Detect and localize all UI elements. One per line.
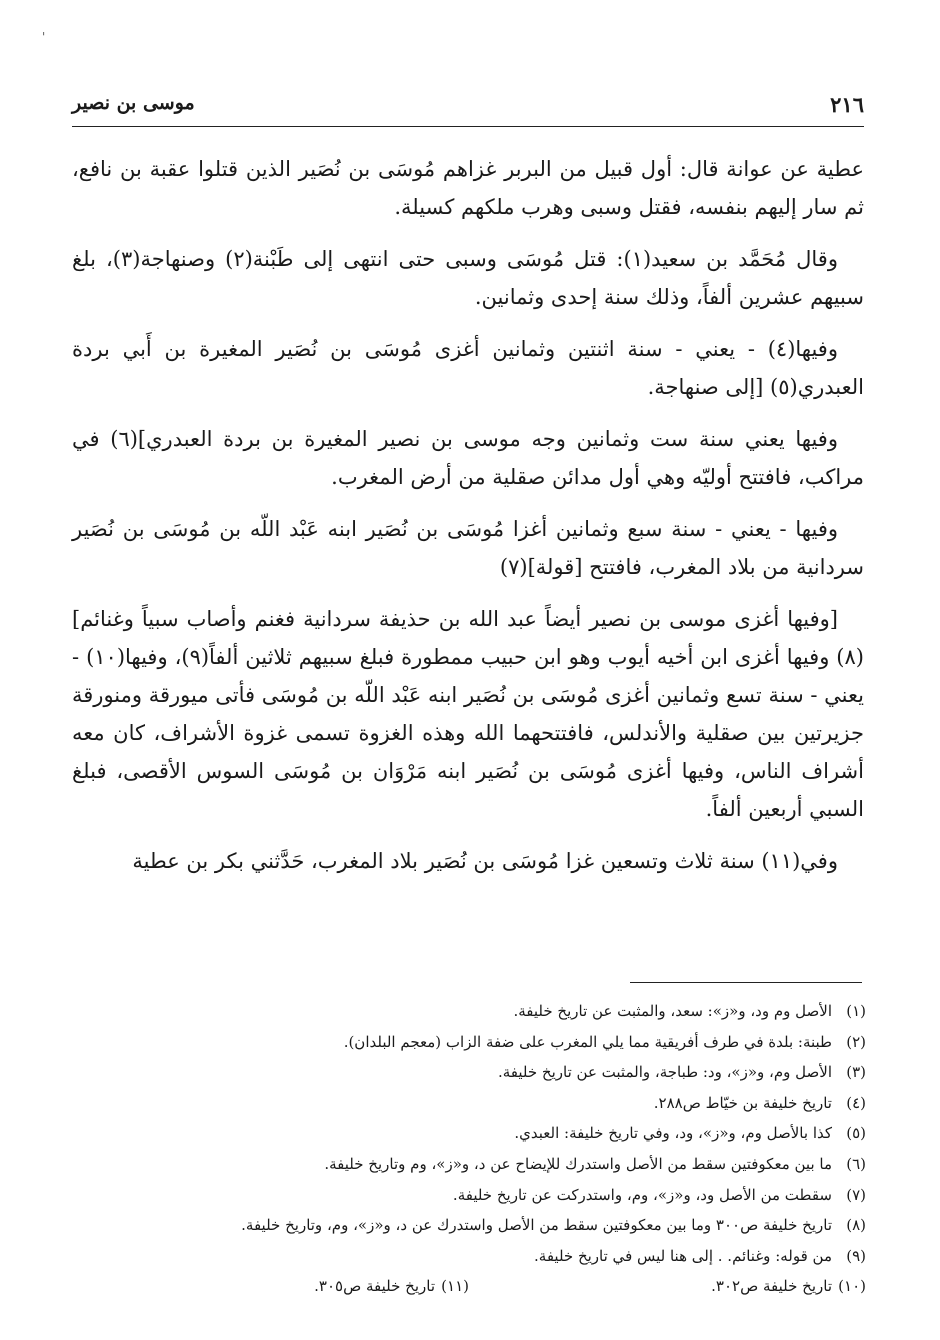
footnote-number: (٢) (846, 1032, 866, 1051)
footnote-text: من قوله: وغنائم. . إلى هنا ليس في تاريخ خليفة. (534, 1246, 832, 1265)
page-number: ٢١٦ (830, 92, 864, 117)
footnote-number: (١١) (441, 1277, 469, 1296)
footnote (72, 1027, 866, 1058)
footnote-text: تاريخ خليفة ص٣٠٢. (711, 1277, 832, 1296)
footnote-text: تاريخ خليفة ص٣٠٥. (314, 1277, 435, 1296)
footnote (72, 996, 866, 1027)
footnote (72, 1057, 866, 1088)
page-header (72, 86, 864, 127)
footnote-text: تاريخ خليفة بن خيّاط ص٢٨٨. (653, 1093, 832, 1112)
footnote-divider (630, 982, 862, 983)
footnote-text: الأصل وم، و«ز»، ود: طباجة، والمثبت عن تاريخ خليفة. (498, 1063, 832, 1082)
footnote-text: تاريخ خليفة ص٣٠٠ وما بين معكوفتين سقط من الأصل واستدرك عن د، و«ز»، وم، وتاريخ خليفة. (241, 1216, 832, 1235)
footnote-text: الأصل وم ود، و«ز»: سعد، والمثبت عن تاريخ خليفة. (513, 1002, 832, 1020)
footnote-number: (١٠) (838, 1277, 866, 1296)
corner-mark: ' (42, 30, 46, 44)
paragraph: وفي(١١) سنة ثلاث وتسعين غزا مُوسَى بن نُصَير بلاد المغرب، حَدَّثني بكر بن عطية (132, 849, 838, 873)
footnote-text: سقطت من الأصل ود، و«ز»، وم، واستدركت عن تاريخ خليفة. (452, 1185, 832, 1204)
footnote-number: (٦) (846, 1154, 866, 1173)
footnote-text: طبنة: بلدة في طرف أفريقية مما يلي المغرب على ضفة الزاب (معجم البلدان). (343, 1032, 832, 1051)
footnote (72, 1210, 866, 1241)
footnote (72, 1180, 866, 1211)
footnote-text: ما بين معكوفتين سقط من الأصل واستدرك للإيضاح عن د، و«ز»، وم وتاريخ خليفة. (324, 1154, 832, 1173)
footnote-number: (١) (846, 1002, 866, 1020)
footnote (72, 1271, 469, 1301)
paragraph: وفيها يعني سنة ست وثمانين وجه موسى بن نصير المغيرة بن بردة العبدري](٦) في مراكب، فافتتح أوليّه وهي أول مدائن صقلية من أرض المغرب. (72, 427, 864, 489)
footnote (72, 1118, 866, 1149)
paragraph: [وفيها أغزى موسى بن نصير أيضاً عبد الله بن حذيفة سردانية فغنم وأصاب سبياً وغنائم](٨) وفيها أغزى ابن أخيه أيوب وهو ابن حبيب ممطورة فبلغ سبيهم ثلاثين ألفاً(٩)، وفيها(١٠) - يعني - سنة تسع وثمانين أغزى مُوسَى بن نُصَير ابنه عَبْد اللّه بن مُوسَى فأتى ميورقة ومنورقة جزيرتين بين صقلية والأندلس، فافتتحهما الله وهذه الغزوة تسمى غزوة الأشراف، كان معه أشراف الناس، وفيها أغزى مُوسَى بن نُصَير ابنه مَرْوَان بن مُوسَى السوس الأقصى، فبلغ السبي أربعين ألفاً. (72, 607, 864, 821)
footnote-number: (٨) (846, 1216, 866, 1235)
footnote (72, 1149, 866, 1180)
footnote-text: كذا بالأصل وم، و«ز»، ود، وفي تاريخ خليفة: العبدي. (514, 1124, 832, 1143)
footnote-number: (٩) (846, 1246, 866, 1265)
paragraph: عطية عن عوانة قال: أول قبيل من البربر غزاهم مُوسَى بن نُصَير الذين قتلوا عقبة بن نافع، ثم سار إليهم بنفسه، فقتل وسبى وهرب ملكهم كسيلة. (72, 157, 864, 219)
main-text (72, 150, 864, 894)
footnotes (72, 996, 866, 1301)
paragraph: وفيها(٤) - يعني - سنة اثنتين وثمانين أغزى مُوسَى بن نُصَير المغيرة بن أَبي بردة العبدري(٥) [إلى صنهاجة. (72, 337, 864, 399)
footnote-number: (٤) (846, 1093, 866, 1112)
running-title: موسى بن نصير (72, 92, 195, 114)
footnote (72, 1088, 866, 1119)
footnote-number: (٧) (846, 1185, 866, 1204)
footnote-number: (٥) (846, 1124, 866, 1143)
footnote-number: (٣) (846, 1063, 866, 1082)
footnote (72, 1241, 866, 1272)
paragraph: وفيها - يعني - سنة سبع وثمانين أغزا مُوسَى بن نُصَير ابنه عَبْد اللّه بن مُوسَى بن نُصَير سردانية من بلاد المغرب، فافتتح [قولة](٧) (72, 517, 864, 579)
paragraph: وقال مُحَمَّد بن سعيد(١): قتل مُوسَى وسبى حتى انتهى إلى طَبْنة(٢) وصنهاجة(٣)، بلغ سبيهم عشرين ألفاً، وذلك سنة إحدى وثمانين. (72, 247, 864, 309)
footnote (469, 1271, 866, 1301)
footnote-row (72, 1271, 866, 1301)
